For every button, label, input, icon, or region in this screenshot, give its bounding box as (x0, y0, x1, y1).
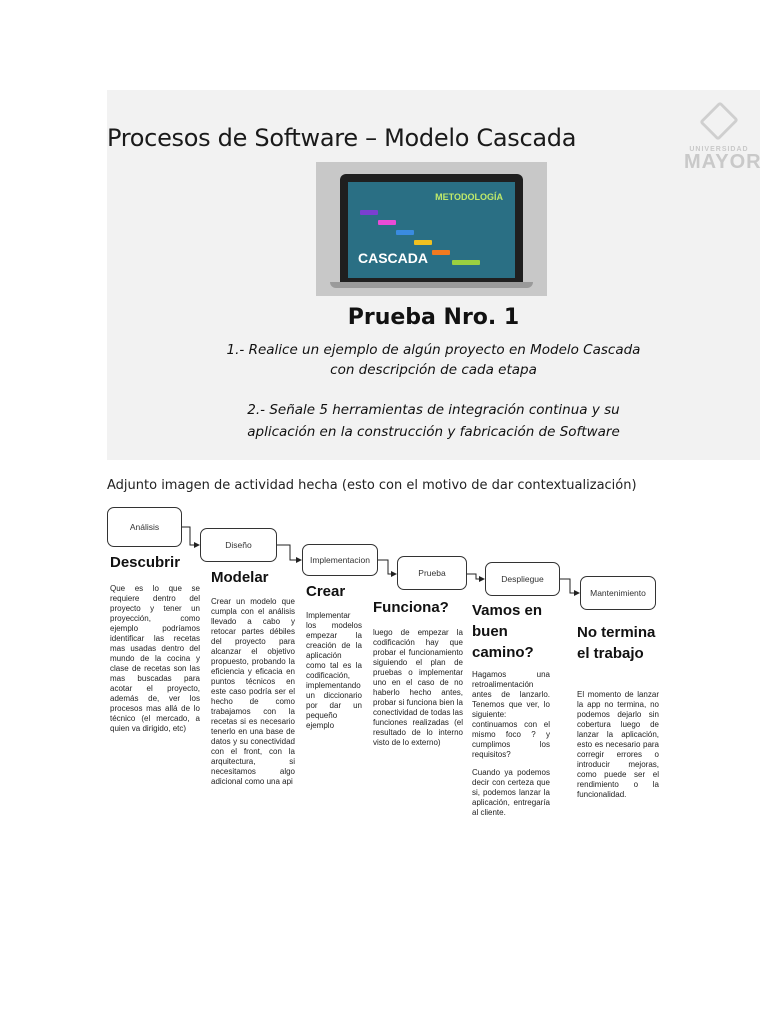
heading-modelar: Modelar (211, 569, 269, 586)
prueba-title: Prueba Nro. 1 (347, 305, 520, 330)
stage-mantenimiento: Mantenimiento (580, 576, 656, 610)
cascade-step-5 (432, 250, 450, 255)
desc-modelar: Crear un modelo que cumpla con el análisis llevado a cabo y retocar partes débiles del proyecto para alcanzar el objetivo propuesto, probando la eficiencia y eficacia en puntos técnicos en este caso podría ser el hecho de como trabajamos con la recetas si es necesario tenerlo en una base de datos y su conectividad con el front, con la arquitectura, si necesitamos algo adicional como una api (211, 597, 295, 786)
desc-crear: Implementar los modelos empezar la creación de la aplicación como tal es la codificación, implementando un diccionario por dar un pequeño ejemplo (306, 611, 362, 730)
laptop-icon (340, 174, 523, 282)
cascade-step-1 (360, 210, 378, 215)
logo-text-top: UNIVERSIDAD (689, 146, 749, 153)
desc-vamos-2: Cuando ya podemos decir con certeza que si, podemos lanzar la aplicación, entregaría al cliente. (472, 768, 550, 817)
cascade-step-3 (396, 230, 414, 235)
cascade-illustration (316, 162, 547, 296)
logo-shield-icon (699, 101, 739, 141)
cascade-step-6 (452, 260, 480, 265)
desc-no-termina: El momento de lanzar la app no termina, no podemos dejarlo sin cobertura luego de lanzar la aplicación, esto es necesario para corregir errores o introducir mejoras, como puede ser el rendimiento o la funcionalidad. (577, 690, 659, 799)
logo-text-bottom: MAYOR (684, 151, 762, 173)
slide-title: Procesos de Software – Modelo Cascada (107, 124, 577, 152)
stage-analisis: Análisis (107, 507, 182, 547)
stage-despliegue: Despliegue (485, 562, 560, 596)
adjunto-caption: Adjunto imagen de actividad hecha (esto con el motivo de dar contextualización) (107, 478, 637, 493)
heading-descubrir: Descubrir (110, 554, 181, 571)
prueba-line-3: 2.- Señale 5 herramientas de integración continua y su (247, 402, 620, 418)
screen-label-metodologia: METODOLOGÍA (435, 192, 503, 202)
prueba-line-4: aplicación en la construcción y fabricación de Software (247, 424, 620, 440)
heading-vamos: Vamos en buen camino? (472, 602, 543, 661)
desc-vamos: Hagamos una retroalimentación antes de lanzarlo. Tenemos que ver, lo siguiente: continuamos con el mismo foco ? y cumplimos los requisitos? (472, 670, 550, 759)
stage-prueba: Prueba (397, 556, 467, 590)
desc-descubrir: Que es lo que se requiere dentro del proyecto y tener un proyección, como ejemplo podríamos identificar las recetas mas usadas dentro del mundo de la cocina y clase de recetas son las mas buscadas para acotar el proyecto, además de, ver los procesos mas allá de lo técnico (el mercado, a quien va dirigido, etc) (110, 584, 200, 733)
stage-implementacion: Implementacion (302, 544, 378, 576)
prueba-line-2: con descripción de cada etapa (330, 362, 537, 378)
heading-no-termina: No termina el trabajo (577, 624, 656, 662)
university-logo (684, 100, 762, 180)
laptop-screen (348, 182, 515, 278)
heading-crear: Crear (306, 583, 346, 600)
heading-funciona: Funciona? (373, 599, 449, 616)
stage-diseno: Diseño (200, 528, 277, 562)
screen-label-cascada: CASCADA (358, 250, 428, 266)
laptop-base (330, 282, 533, 288)
cascade-step-4 (414, 240, 432, 245)
slide-image (107, 90, 760, 460)
prueba-line-1: 1.- Realice un ejemplo de algún proyecto en Modelo Cascada (226, 342, 641, 358)
cascade-step-2 (378, 220, 396, 225)
desc-funciona: luego de empezar la codificación hay que probar el funcionamiento siguiendo el plan de pruebas o implementar uno en el caso de no haberlo hecho antes, probar si funciona bien la conectividad de todas las funciones realizadas (el resultado de lo interno visto de lo externo) (373, 628, 463, 747)
